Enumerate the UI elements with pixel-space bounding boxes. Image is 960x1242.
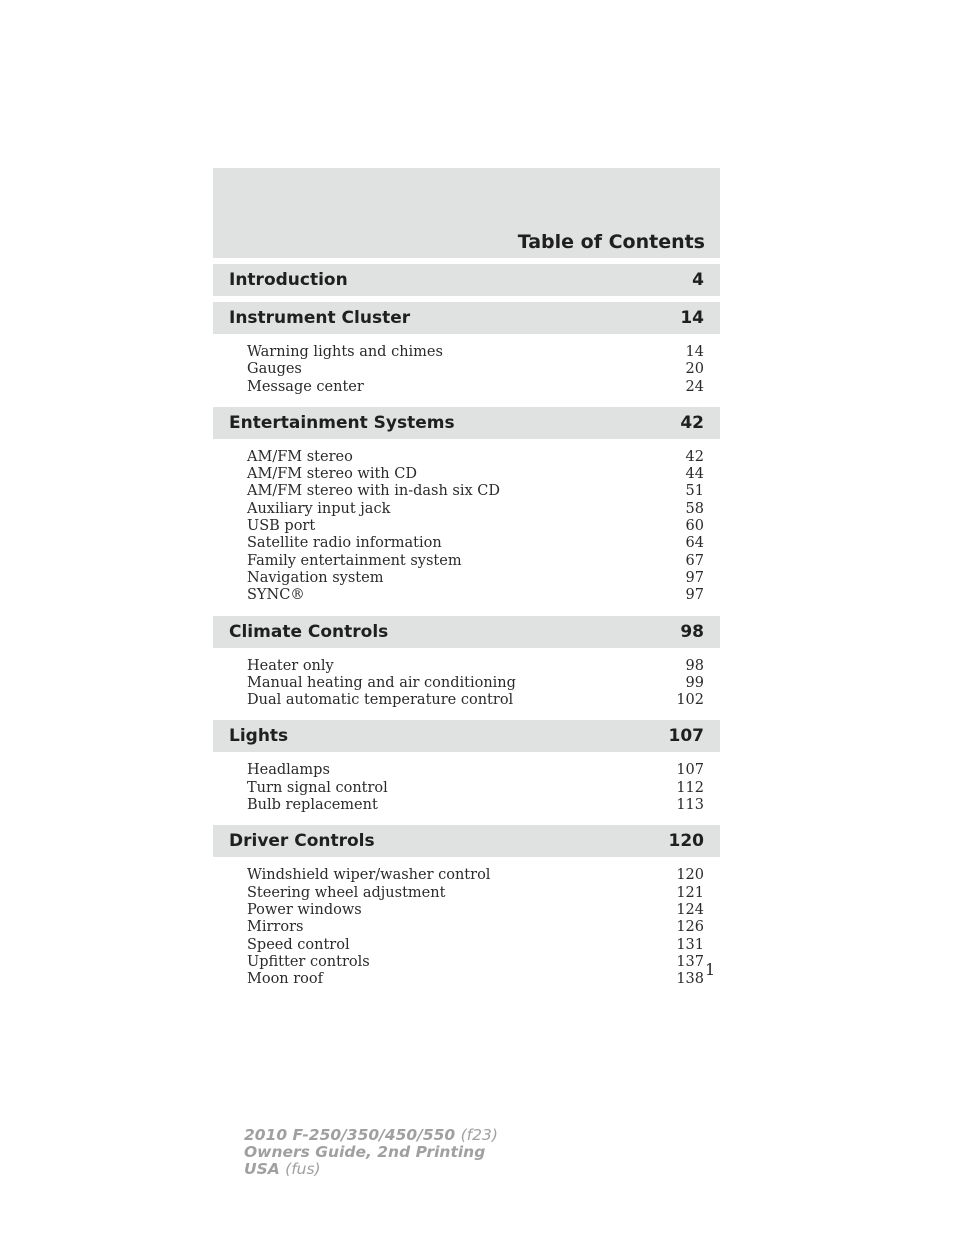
spacer — [213, 988, 720, 999]
toc-entry[interactable] — [247, 692, 704, 709]
toc-entry-page: 126 — [676, 919, 704, 936]
section-title: Entertainment Systems — [229, 412, 455, 433]
toc-entry-label: Bulb replacement — [247, 797, 378, 814]
footer-line-1 — [244, 1127, 498, 1144]
toc-entry-page: 138 — [676, 971, 704, 988]
toc-entry[interactable] — [247, 344, 704, 361]
section-title: Driver Controls — [229, 831, 375, 852]
toc-entry[interactable] — [247, 919, 704, 936]
toc-entry-label: Satellite radio information — [247, 535, 442, 552]
toc-entry-label: Moon roof — [247, 971, 324, 988]
toc-entry-page: 51 — [685, 483, 704, 500]
toc-entry-label: AM/FM stereo — [247, 448, 353, 465]
toc-entry-label: Gauges — [247, 361, 302, 378]
toc-entry-page: 102 — [676, 692, 704, 709]
toc-entry-page: 131 — [676, 936, 704, 953]
toc-entry-page: 97 — [685, 569, 704, 586]
footer-model: 2010 F-250/350/450/550 — [244, 1126, 456, 1144]
section-heading[interactable] — [213, 302, 720, 334]
toc-entry[interactable] — [247, 466, 704, 483]
toc-entry-page: 107 — [676, 762, 704, 779]
toc-entry-label: Windshield wiper/washer control — [247, 867, 491, 884]
toc-entry-label: USB port — [247, 518, 316, 535]
section-item-list — [213, 439, 720, 605]
toc-entry-label: Power windows — [247, 901, 362, 918]
page-number: 1 — [705, 960, 716, 979]
toc-entry-label: Upfitter controls — [247, 953, 370, 970]
footer-line-2: Owners Guide, 2nd Printing — [244, 1143, 486, 1161]
toc-entry-label: Navigation system — [247, 569, 384, 586]
toc-entry-label: Heater only — [247, 657, 334, 674]
section-title: Lights — [229, 726, 289, 747]
toc-entry-label: Headlamps — [247, 762, 330, 779]
section-page: 98 — [680, 621, 704, 642]
toc-entry-label: SYNC® — [247, 587, 305, 604]
toc-entry[interactable] — [247, 902, 704, 919]
toc-entry[interactable] — [247, 937, 704, 954]
toc-entry-page: 98 — [685, 657, 704, 674]
toc-entry-page: 60 — [685, 518, 704, 535]
toc-entry[interactable] — [247, 587, 704, 604]
toc-entry-label: Dual automatic temperature control — [247, 692, 514, 709]
footer-line-3 — [244, 1161, 498, 1178]
toc-entry[interactable] — [247, 449, 704, 466]
section-item-list — [213, 334, 720, 396]
section-title: Introduction — [229, 270, 348, 290]
section-heading[interactable] — [213, 720, 720, 752]
section-item-list — [213, 752, 720, 814]
toc-entry[interactable] — [247, 762, 704, 779]
section-title: Climate Controls — [229, 621, 389, 642]
section-heading[interactable] — [213, 407, 720, 439]
toc-entry[interactable] — [247, 518, 704, 535]
toc-entry-label: Auxiliary input jack — [247, 500, 391, 517]
page-title: Table of Contents — [517, 231, 705, 253]
toc-entry[interactable] — [247, 971, 704, 988]
toc-entry[interactable] — [247, 483, 704, 500]
toc-entry-label: Speed control — [247, 936, 350, 953]
spacer — [213, 814, 720, 825]
toc-entry-page: 97 — [685, 587, 704, 604]
toc-entry[interactable] — [247, 675, 704, 692]
section-page: 14 — [680, 308, 704, 328]
toc-entry-page: 67 — [685, 552, 704, 569]
toc-entry[interactable] — [247, 570, 704, 587]
toc-entry-page: 42 — [685, 448, 704, 465]
section-heading[interactable] — [213, 825, 720, 857]
toc-entry-label: AM/FM stereo with CD — [247, 466, 417, 483]
toc-entry-page: 112 — [676, 779, 704, 796]
section-item-list — [213, 857, 720, 988]
section-page: 107 — [668, 726, 704, 747]
toc-entry[interactable] — [247, 361, 704, 378]
toc-entry-label: Mirrors — [247, 919, 304, 936]
section-heading[interactable] — [213, 616, 720, 648]
toc-entry-label: AM/FM stereo with in-dash six CD — [247, 483, 501, 500]
footer-market: USA — [244, 1160, 280, 1178]
section-page: 4 — [692, 270, 704, 290]
toc-entry-page: 24 — [685, 378, 704, 395]
footer-market-code: (fus) — [285, 1160, 321, 1178]
spacer — [213, 709, 720, 720]
toc-entry[interactable] — [247, 780, 704, 797]
footer — [244, 1127, 498, 1178]
section-page: 42 — [680, 412, 704, 433]
toc-entry-page: 20 — [685, 361, 704, 378]
spacer — [213, 605, 720, 616]
toc-entry[interactable] — [247, 535, 704, 552]
footer-model-code: (f23) — [460, 1126, 498, 1144]
toc-entry[interactable] — [247, 885, 704, 902]
toc-entry-page: 121 — [676, 884, 704, 901]
toc-entry-label: Message center — [247, 378, 364, 395]
header-band — [213, 168, 720, 258]
toc-entry-page: 14 — [685, 344, 704, 360]
toc-entry-page: 99 — [685, 674, 704, 691]
toc-entry-label: Steering wheel adjustment — [247, 884, 446, 901]
section-page: 120 — [668, 831, 704, 852]
toc-entry[interactable] — [247, 797, 704, 814]
section-title: Instrument Cluster — [229, 308, 411, 328]
section-heading[interactable] — [213, 264, 720, 296]
toc-entry-page: 137 — [676, 953, 704, 970]
toc-entry-page: 113 — [676, 797, 704, 814]
toc-entry-label: Warning lights and chimes — [247, 344, 443, 360]
toc-entry-label: Manual heating and air conditioning — [247, 674, 516, 691]
toc-entry-page: 58 — [685, 500, 704, 517]
toc-entry[interactable] — [247, 954, 704, 971]
toc-entry-page: 64 — [685, 535, 704, 552]
table-of-contents — [213, 264, 720, 999]
toc-entry-label: Family entertainment system — [247, 552, 462, 569]
spacer — [213, 396, 720, 407]
toc-entry-page: 120 — [676, 867, 704, 884]
toc-entry[interactable] — [247, 501, 704, 518]
toc-entry-label: Turn signal control — [247, 779, 388, 796]
toc-entry-page: 44 — [685, 466, 704, 483]
toc-entry[interactable] — [247, 658, 704, 675]
toc-entry[interactable] — [247, 867, 704, 884]
toc-entry[interactable] — [247, 553, 704, 570]
toc-entry-page: 124 — [676, 901, 704, 918]
section-item-list — [213, 648, 720, 710]
toc-entry[interactable] — [247, 379, 704, 396]
